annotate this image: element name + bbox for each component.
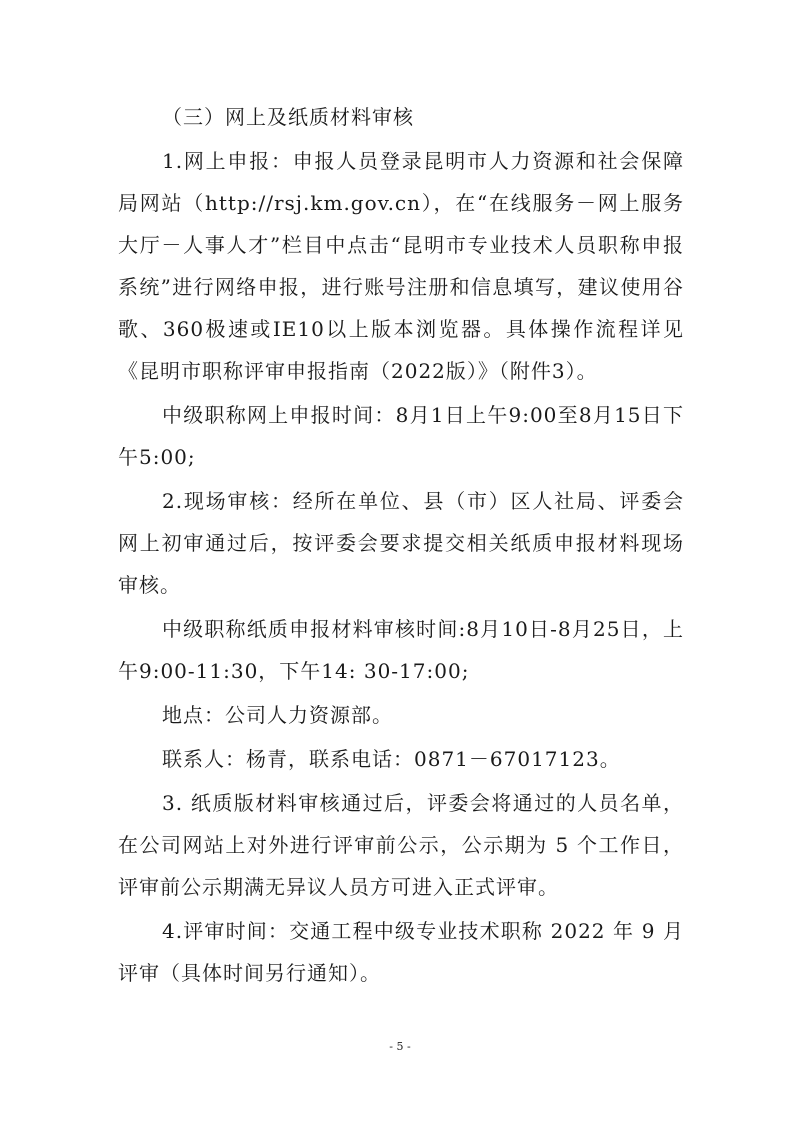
document-body [118, 96, 684, 996]
paragraph-contact: 联系人：杨青，联系电话：0871－67017123。 [162, 747, 621, 771]
page-number: - 5 - [389, 1040, 411, 1053]
paragraph-paper-review-time: 中级职称纸质申报材料审核时间:8月10日-8月25日，上午9:00-11:30，下午14: 30-17:00; [118, 617, 684, 683]
paragraph-onsite-review: 2.现场审核：经所在单位、县（市）区人社局、评委会网上初审通过后，按评委会要求提交相关纸质申报材料现场审核。 [118, 489, 684, 597]
paragraph-publicity: 3. 纸质版材料审核通过后，评委会将通过的人员名单，在公司网站上对外进行评审前公示，公示期为 5 个工作日，评审前公示期满无异议人员方可进入正式评审。 [118, 791, 684, 899]
paragraph-location: 地点：公司人力资源部。 [162, 703, 393, 727]
section-title: （三）网上及纸质材料审核 [162, 105, 414, 129]
paragraph-online-application-time: 中级职称网上申报时间：8月1日上午9:00至8月15日下午5:00; [118, 403, 684, 469]
paragraph-review-time: 4.评审时间：交通工程中级专业技术职称 2022 年 9 月评审（具体时间另行通知）。 [118, 919, 684, 985]
paragraph-online-application: 1.网上申报：申报人员登录昆明市人力资源和社会保障局网站（http://rsj.km.gov.cn），在“在线服务－网上服务大厅－人事人才”栏目中点击“昆明市专业技术人员职称申报系统”进行网络申报，进行账号注册和信息填写，建议使用谷歌、360极速或IE10以上版本浏览器。具体操作流程详见《昆明市职称评审申报指南（2022版）》（附件3）。 [118, 149, 684, 383]
